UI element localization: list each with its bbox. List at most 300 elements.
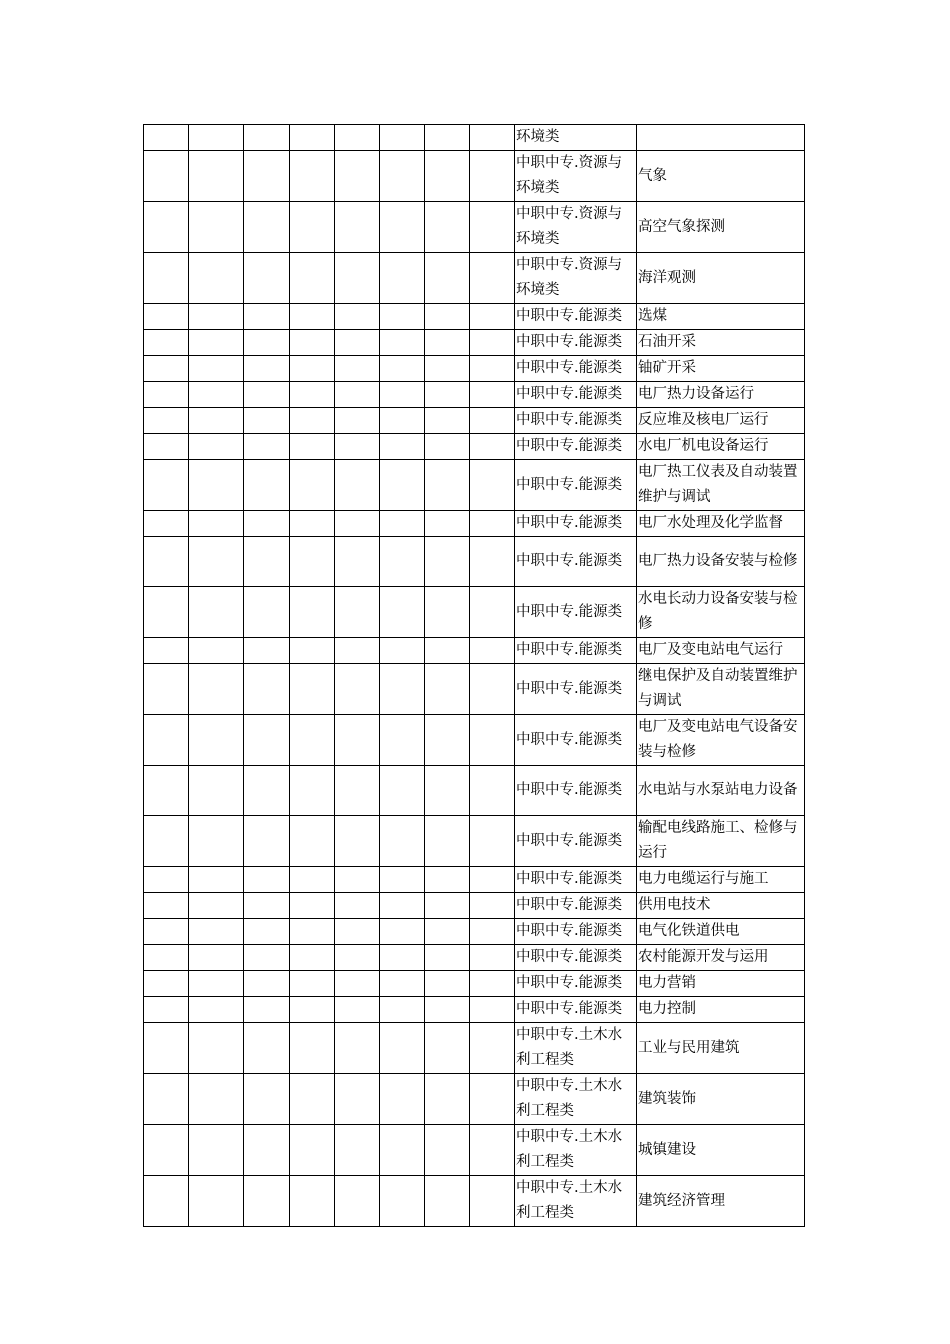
empty-cell (290, 408, 335, 434)
empty-cell (335, 715, 380, 766)
empty-cell (189, 816, 244, 867)
empty-cell (144, 460, 189, 511)
empty-cell (290, 1125, 335, 1176)
table-row (144, 382, 805, 408)
empty-cell (144, 715, 189, 766)
empty-cell (335, 587, 380, 638)
table-row (144, 151, 805, 202)
empty-cell (244, 434, 290, 460)
empty-cell (144, 253, 189, 304)
empty-cell (290, 766, 335, 816)
empty-cell (380, 893, 425, 919)
empty-cell (470, 919, 515, 945)
category-cell: 中职中专.土木水利工程类 (515, 1074, 637, 1125)
major-cell: 电厂及变电站电气设备安装与检修 (637, 715, 805, 766)
table-row (144, 997, 805, 1023)
empty-cell (144, 330, 189, 356)
empty-cell (189, 511, 244, 537)
table-row (144, 253, 805, 304)
major-cell: 建筑经济管理 (637, 1176, 805, 1227)
empty-cell (290, 587, 335, 638)
category-cell: 中职中专.能源类 (515, 511, 637, 537)
empty-cell (470, 766, 515, 816)
empty-cell (290, 202, 335, 253)
empty-cell (189, 893, 244, 919)
empty-cell (144, 1176, 189, 1227)
empty-cell (144, 202, 189, 253)
empty-cell (144, 537, 189, 587)
empty-cell (425, 460, 470, 511)
empty-cell (335, 638, 380, 664)
major-cell: 城镇建设 (637, 1125, 805, 1176)
empty-cell (144, 638, 189, 664)
empty-cell (290, 971, 335, 997)
major-cell: 电力控制 (637, 997, 805, 1023)
table-row (144, 330, 805, 356)
empty-cell (189, 1074, 244, 1125)
empty-cell (335, 202, 380, 253)
empty-cell (470, 1023, 515, 1074)
category-cell: 中职中专.能源类 (515, 382, 637, 408)
empty-cell (144, 1023, 189, 1074)
major-cell: 电力营销 (637, 971, 805, 997)
empty-cell (189, 382, 244, 408)
table-row (144, 408, 805, 434)
table-row (144, 202, 805, 253)
table-row (144, 816, 805, 867)
category-cell: 中职中专.能源类 (515, 537, 637, 587)
category-cell: 中职中专.能源类 (515, 304, 637, 330)
empty-cell (470, 997, 515, 1023)
empty-cell (470, 356, 515, 382)
empty-cell (290, 330, 335, 356)
empty-cell (470, 304, 515, 330)
category-cell: 中职中专.能源类 (515, 330, 637, 356)
empty-cell (244, 1125, 290, 1176)
empty-cell (425, 537, 470, 587)
major-cell: 电力电缆运行与施工 (637, 867, 805, 893)
empty-cell (144, 408, 189, 434)
empty-cell (335, 816, 380, 867)
empty-cell (380, 537, 425, 587)
empty-cell (290, 997, 335, 1023)
empty-cell (144, 945, 189, 971)
empty-cell (470, 893, 515, 919)
empty-cell (335, 1176, 380, 1227)
empty-cell (189, 434, 244, 460)
empty-cell (244, 638, 290, 664)
empty-cell (290, 816, 335, 867)
empty-cell (290, 382, 335, 408)
empty-cell (189, 330, 244, 356)
empty-cell (335, 151, 380, 202)
major-cell: 供用电技术 (637, 893, 805, 919)
empty-cell (290, 919, 335, 945)
empty-cell (244, 356, 290, 382)
empty-cell (425, 253, 470, 304)
empty-cell (189, 867, 244, 893)
empty-cell (425, 125, 470, 151)
category-cell: 中职中专.能源类 (515, 715, 637, 766)
empty-cell (244, 1176, 290, 1227)
table-row (144, 587, 805, 638)
empty-cell (380, 997, 425, 1023)
table-row (144, 638, 805, 664)
empty-cell (189, 408, 244, 434)
empty-cell (189, 304, 244, 330)
empty-cell (380, 1074, 425, 1125)
empty-cell (290, 434, 335, 460)
empty-cell (189, 151, 244, 202)
empty-cell (189, 664, 244, 715)
empty-cell (470, 408, 515, 434)
category-cell: 中职中专.能源类 (515, 408, 637, 434)
empty-cell (144, 304, 189, 330)
empty-cell (380, 434, 425, 460)
empty-cell (380, 816, 425, 867)
table-row (144, 893, 805, 919)
empty-cell (470, 1125, 515, 1176)
empty-cell (244, 330, 290, 356)
empty-cell (290, 537, 335, 587)
empty-cell (244, 408, 290, 434)
empty-cell (290, 945, 335, 971)
empty-cell (335, 382, 380, 408)
empty-cell (425, 356, 470, 382)
empty-cell (244, 715, 290, 766)
empty-cell (380, 382, 425, 408)
empty-cell (380, 971, 425, 997)
empty-cell (189, 919, 244, 945)
empty-cell (470, 434, 515, 460)
empty-cell (290, 893, 335, 919)
category-cell: 中职中专.能源类 (515, 434, 637, 460)
empty-cell (380, 460, 425, 511)
empty-cell (189, 202, 244, 253)
empty-cell (335, 511, 380, 537)
major-cell: 农村能源开发与运用 (637, 945, 805, 971)
empty-cell (380, 408, 425, 434)
empty-cell (380, 664, 425, 715)
empty-cell (425, 664, 470, 715)
empty-cell (290, 867, 335, 893)
category-cell: 中职中专.能源类 (515, 945, 637, 971)
empty-cell (144, 893, 189, 919)
table-row (144, 945, 805, 971)
empty-cell (244, 945, 290, 971)
category-cell: 中职中专.能源类 (515, 893, 637, 919)
empty-cell (335, 1074, 380, 1125)
category-cell: 中职中专.能源类 (515, 867, 637, 893)
empty-cell (244, 537, 290, 587)
empty-cell (425, 1023, 470, 1074)
empty-cell (290, 253, 335, 304)
major-cell: 电厂水处理及化学监督 (637, 511, 805, 537)
empty-cell (425, 382, 470, 408)
empty-cell (470, 638, 515, 664)
empty-cell (335, 356, 380, 382)
empty-cell (244, 664, 290, 715)
empty-cell (425, 511, 470, 537)
category-cell: 中职中专.土木水利工程类 (515, 1176, 637, 1227)
empty-cell (380, 766, 425, 816)
empty-cell (425, 638, 470, 664)
empty-cell (470, 511, 515, 537)
category-cell: 中职中专.能源类 (515, 919, 637, 945)
table-row (144, 434, 805, 460)
empty-cell (144, 766, 189, 816)
empty-cell (189, 1176, 244, 1227)
empty-cell (335, 434, 380, 460)
table-row (144, 537, 805, 587)
category-cell: 中职中专.土木水利工程类 (515, 1125, 637, 1176)
major-cell: 水电站与水泵站电力设备 (637, 766, 805, 816)
empty-cell (425, 945, 470, 971)
category-cell: 中职中专.能源类 (515, 356, 637, 382)
empty-cell (335, 893, 380, 919)
major-cell: 气象 (637, 151, 805, 202)
empty-cell (144, 151, 189, 202)
major-cell: 选煤 (637, 304, 805, 330)
empty-cell (470, 382, 515, 408)
category-cell: 中职中专.能源类 (515, 971, 637, 997)
empty-cell (425, 587, 470, 638)
empty-cell (244, 125, 290, 151)
empty-cell (470, 202, 515, 253)
empty-cell (144, 997, 189, 1023)
empty-cell (380, 1023, 425, 1074)
major-catalog-table (143, 124, 805, 1227)
table-row (144, 715, 805, 766)
category-cell: 中职中专.资源与环境类 (515, 202, 637, 253)
empty-cell (470, 330, 515, 356)
empty-cell (380, 638, 425, 664)
empty-cell (144, 919, 189, 945)
table-row (144, 919, 805, 945)
category-cell: 中职中专.土木水利工程类 (515, 1023, 637, 1074)
empty-cell (470, 664, 515, 715)
empty-cell (189, 587, 244, 638)
empty-cell (290, 460, 335, 511)
empty-cell (144, 587, 189, 638)
major-cell: 电厂热力设备运行 (637, 382, 805, 408)
category-cell: 中职中专.资源与环境类 (515, 151, 637, 202)
major-cell: 工业与民用建筑 (637, 1023, 805, 1074)
empty-cell (470, 587, 515, 638)
table-row (144, 1125, 805, 1176)
empty-cell (425, 867, 470, 893)
empty-cell (380, 253, 425, 304)
empty-cell (425, 919, 470, 945)
empty-cell (335, 125, 380, 151)
empty-cell (290, 1074, 335, 1125)
empty-cell (290, 151, 335, 202)
empty-cell (380, 511, 425, 537)
empty-cell (380, 151, 425, 202)
empty-cell (244, 460, 290, 511)
empty-cell (144, 356, 189, 382)
empty-cell (290, 664, 335, 715)
empty-cell (425, 1074, 470, 1125)
empty-cell (189, 253, 244, 304)
empty-cell (144, 511, 189, 537)
table-row (144, 766, 805, 816)
empty-cell (244, 816, 290, 867)
empty-cell (425, 151, 470, 202)
empty-cell (335, 253, 380, 304)
major-cell: 继电保护及自动装置维护与调试 (637, 664, 805, 715)
empty-cell (244, 919, 290, 945)
major-cell: 反应堆及核电厂运行 (637, 408, 805, 434)
empty-cell (290, 1176, 335, 1227)
empty-cell (425, 971, 470, 997)
category-cell: 中职中专.能源类 (515, 816, 637, 867)
empty-cell (335, 867, 380, 893)
empty-cell (244, 997, 290, 1023)
category-cell: 中职中专.能源类 (515, 460, 637, 511)
empty-cell (244, 304, 290, 330)
table-row (144, 1074, 805, 1125)
major-cell: 铀矿开采 (637, 356, 805, 382)
empty-cell (335, 919, 380, 945)
major-cell: 输配电线路施工、检修与运行 (637, 816, 805, 867)
category-cell: 中职中专.能源类 (515, 664, 637, 715)
empty-cell (144, 382, 189, 408)
empty-cell (144, 434, 189, 460)
empty-cell (470, 867, 515, 893)
major-cell: 高空气象探测 (637, 202, 805, 253)
empty-cell (144, 664, 189, 715)
empty-cell (290, 356, 335, 382)
empty-cell (244, 253, 290, 304)
empty-cell (290, 1023, 335, 1074)
empty-cell (244, 511, 290, 537)
empty-cell (380, 867, 425, 893)
empty-cell (425, 1125, 470, 1176)
major-cell: 水电长动力设备安装与检修 (637, 587, 805, 638)
empty-cell (470, 125, 515, 151)
empty-cell (380, 919, 425, 945)
empty-cell (335, 330, 380, 356)
empty-cell (335, 304, 380, 330)
table-row (144, 867, 805, 893)
empty-cell (290, 511, 335, 537)
empty-cell (425, 1176, 470, 1227)
empty-cell (470, 1176, 515, 1227)
major-cell: 电厂热工仪表及自动装置维护与调试 (637, 460, 805, 511)
empty-cell (189, 997, 244, 1023)
empty-cell (189, 1125, 244, 1176)
empty-cell (144, 125, 189, 151)
empty-cell (470, 971, 515, 997)
empty-cell (425, 893, 470, 919)
table-row (144, 304, 805, 330)
empty-cell (290, 125, 335, 151)
empty-cell (189, 766, 244, 816)
table-row (144, 460, 805, 511)
category-cell: 中职中专.能源类 (515, 638, 637, 664)
empty-cell (335, 537, 380, 587)
empty-cell (335, 1125, 380, 1176)
table-row (144, 664, 805, 715)
empty-cell (189, 945, 244, 971)
empty-cell (335, 408, 380, 434)
table-row (144, 125, 805, 151)
table-row (144, 1176, 805, 1227)
empty-cell (144, 971, 189, 997)
empty-cell (144, 1125, 189, 1176)
empty-cell (244, 587, 290, 638)
empty-cell (425, 330, 470, 356)
empty-cell (290, 638, 335, 664)
empty-cell (290, 304, 335, 330)
empty-cell (144, 816, 189, 867)
major-cell: 海洋观测 (637, 253, 805, 304)
empty-cell (244, 382, 290, 408)
empty-cell (189, 638, 244, 664)
empty-cell (144, 1074, 189, 1125)
category-cell: 中职中专.能源类 (515, 997, 637, 1023)
empty-cell (244, 867, 290, 893)
empty-cell (189, 537, 244, 587)
empty-cell (470, 151, 515, 202)
major-cell: 建筑装饰 (637, 1074, 805, 1125)
category-cell: 中职中专.能源类 (515, 766, 637, 816)
empty-cell (380, 1125, 425, 1176)
major-cell: 石油开采 (637, 330, 805, 356)
empty-cell (189, 1023, 244, 1074)
empty-cell (189, 971, 244, 997)
empty-cell (425, 202, 470, 253)
category-cell: 中职中专.资源与环境类 (515, 253, 637, 304)
empty-cell (380, 587, 425, 638)
empty-cell (244, 1023, 290, 1074)
empty-cell (380, 945, 425, 971)
empty-cell (470, 1074, 515, 1125)
empty-cell (189, 460, 244, 511)
empty-cell (244, 893, 290, 919)
empty-cell (144, 867, 189, 893)
empty-cell (244, 766, 290, 816)
empty-cell (470, 715, 515, 766)
empty-cell (380, 202, 425, 253)
category-cell: 环境类 (515, 125, 637, 151)
empty-cell (380, 330, 425, 356)
empty-cell (335, 1023, 380, 1074)
empty-cell (244, 1074, 290, 1125)
empty-cell (425, 715, 470, 766)
empty-cell (335, 997, 380, 1023)
empty-cell (335, 766, 380, 816)
empty-cell (380, 1176, 425, 1227)
empty-cell (189, 356, 244, 382)
empty-cell (244, 151, 290, 202)
empty-cell (335, 664, 380, 715)
table-row (144, 511, 805, 537)
empty-cell (470, 460, 515, 511)
empty-cell (425, 816, 470, 867)
empty-cell (244, 971, 290, 997)
empty-cell (380, 715, 425, 766)
table-body (144, 125, 805, 1227)
empty-cell (470, 537, 515, 587)
empty-cell (425, 408, 470, 434)
major-cell: 电气化铁道供电 (637, 919, 805, 945)
empty-cell (470, 816, 515, 867)
empty-cell (380, 304, 425, 330)
major-cell: 水电厂机电设备运行 (637, 434, 805, 460)
empty-cell (189, 125, 244, 151)
